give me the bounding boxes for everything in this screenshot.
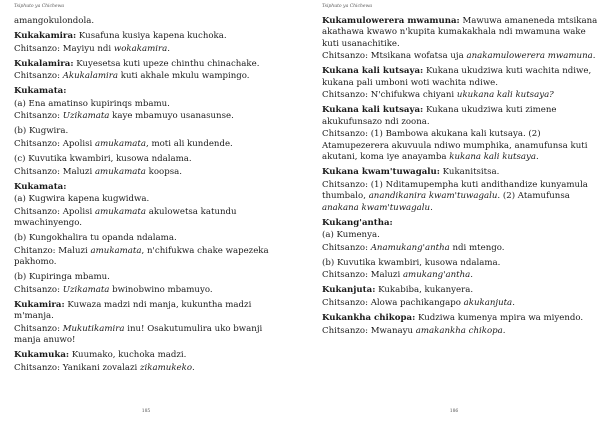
headword: Kukana kali kutsaya: (322, 66, 424, 77)
right-page (308, 0, 600, 424)
text-run: Chitsanzo: Apolisi (14, 206, 95, 217)
example-word: Uzikamata (62, 111, 110, 122)
example-word: amukamata (94, 166, 146, 177)
entry-paragraph (14, 99, 290, 110)
headword: Kukamuka: (14, 350, 70, 361)
text-run: Chitsanzo: Yanikani zovalazi (14, 362, 141, 373)
text-run: (b) Kupiringa mbamu. (14, 272, 110, 283)
example-word: amukamata (94, 138, 146, 149)
entry-paragraph (322, 180, 598, 214)
entry-paragraph (322, 66, 598, 89)
text-run: , moti ali kundende. (145, 138, 233, 149)
text-run: akulowetsa katundu mwachinyengo. (14, 206, 237, 229)
headword: Kukamata: (14, 86, 67, 97)
text-run: Mawuwa amaneneda mtsikana akathawa kwawo n'kupita kumakakhala ndi mwamuna wake kuti usanachitike. (322, 16, 598, 49)
text-run: , n'chifukwa chake wapezeka pakhomo. (14, 245, 269, 268)
example-word: Uzikamata (62, 284, 110, 295)
text-run: . (430, 202, 433, 213)
dictionary-entries (322, 16, 598, 341)
text-run: (a) Ena amatinso kupirinqs mbamu. (14, 98, 170, 109)
text-run: amangokulondola. (14, 16, 95, 26)
entry-paragraph (322, 218, 598, 229)
text-run: Kukana ukudziwa kuti zimene akukufunsazo ndi zoona. (322, 105, 557, 127)
text-run: (a) Kumenya. (322, 230, 380, 241)
entry-paragraph (14, 126, 290, 137)
entry-paragraph (322, 105, 598, 128)
example-word: anakamulowerera mwamuna (466, 51, 593, 62)
entry-paragraph (14, 246, 290, 269)
text-run: Kuyesetsa kuti upeze chinthu chinachake. (73, 58, 260, 69)
text-run: Kudziwa kumenya mpira wa miyendo. (415, 313, 584, 323)
text-run: kuti akhale mkulu wampingo. (118, 71, 250, 82)
text-run: Chitsanzo: Mayiyu ndi (14, 43, 114, 54)
entry-paragraph (322, 51, 598, 62)
entry-paragraph (14, 324, 290, 347)
text-run: Chitanzo: Maluzi (14, 245, 91, 256)
entry-paragraph (14, 86, 290, 97)
entry-paragraph (14, 44, 290, 55)
running-head: Tsiphuto ya Chichewa (14, 4, 65, 9)
text-run: kaye mbamuyo usanasunse. (109, 111, 234, 122)
text-run: Chitsanzo: Apolisi (14, 138, 95, 149)
entry-paragraph (14, 285, 290, 296)
entry-paragraph (322, 230, 598, 241)
headword: Kukamulowerera mwamuna: (322, 16, 460, 26)
entry-paragraph (14, 207, 290, 230)
text-run: Chitsanzo: Maluzi (322, 270, 403, 281)
example-word: akukanjuta (463, 298, 513, 308)
text-run: . (470, 270, 473, 281)
example-word: amukang'antha (402, 270, 471, 281)
example-word: Akukalamira (62, 71, 118, 82)
headword: Kukana kwam'tuwagalu: (322, 167, 440, 178)
text-run: . (536, 152, 539, 163)
page-number: 186 (449, 409, 459, 414)
text-run: Chitsanzo: (14, 111, 63, 122)
text-run: Chitsanzo: (1) Nditamupempha kuti andithandize kunyamula thumbalo, (322, 179, 588, 202)
running-head: Tsiphuto ya Chichewa (322, 4, 373, 9)
text-run: . (192, 362, 195, 373)
text-run: Chitsanzo: Mwanayu (322, 325, 416, 336)
text-run: . (167, 43, 170, 54)
text-run: Chitsanzo: (322, 242, 371, 253)
text-run: Kusafuna kusiya kapena kuchoka. (76, 31, 227, 41)
entry-paragraph (322, 258, 598, 269)
entry-paragraph (14, 59, 290, 70)
headword: Kukanjuta: (322, 285, 376, 296)
text-run: koopsa. (145, 166, 182, 177)
entry-paragraph (322, 16, 598, 50)
text-run: (c) Kuvutika kwambiri, kusowa ndalama. (14, 153, 192, 164)
headword: Kukalamira: (14, 58, 74, 69)
headword: Kukamata: (14, 181, 67, 192)
example-word: ukukana kali kutsaya? (456, 90, 554, 101)
entry-paragraph (322, 167, 598, 178)
headword: Kukamira: (14, 299, 65, 310)
example-word: amukamata (94, 206, 146, 217)
headword: Kukakamira: (14, 31, 77, 41)
text-run: . (502, 325, 506, 336)
example-word: amakankha chikopa (415, 325, 503, 336)
entry-paragraph (322, 90, 598, 101)
text-run: . (2) Atamufunsa (497, 191, 570, 202)
entry-paragraph (14, 194, 290, 205)
entry-paragraph (14, 272, 290, 283)
entry-paragraph (322, 298, 598, 309)
entry-paragraph (14, 233, 290, 244)
entry-paragraph (14, 16, 290, 27)
entry-paragraph (14, 139, 290, 150)
text-run: (b) Kugwira. (14, 126, 69, 137)
headword: Kukana kali kutsaya: (322, 105, 424, 116)
text-run: bwinobwino mbamuyo. (109, 284, 213, 295)
text-run: Chitsanzo: (14, 323, 63, 334)
entry-paragraph (14, 71, 290, 82)
example-word: zikamukeko (140, 362, 192, 373)
text-run: Chitsanzo: Alowa pachikangapo (322, 298, 464, 308)
entry-paragraph (14, 300, 290, 323)
text-run: Kuumako, kuchoka madzi. (69, 350, 187, 361)
entry-paragraph (322, 243, 598, 254)
page-number: 185 (141, 409, 151, 414)
dictionary-entries (14, 16, 290, 378)
text-run: ndi mtengo. (449, 242, 505, 253)
text-run: Kuwaza madzi ndi manja, kukuntha madzi m'manja. (14, 299, 252, 322)
entry-paragraph (322, 313, 598, 324)
entry-paragraph (14, 31, 290, 42)
text-run: . (592, 51, 596, 62)
example-word: kukana kali kutsaya (449, 152, 536, 163)
text-run: Kukana ukudziwa kuti wachita ndiwe, kukana pali umboni woti wachita ndiwe. (322, 66, 592, 88)
headword: Kukang'antha: (322, 217, 393, 228)
text-run: Chitsanzo: Mtsikana wofatsa uja (322, 51, 467, 62)
text-run: Chitsanzo: N'chifukwa chiyani (322, 90, 457, 101)
entry-paragraph (322, 270, 598, 281)
text-run: Chitsanzo: (1) Bambowa akukana kali kutsaya. (2) Atamupezerera akuvuula ndiwo mumphika, anamufunsa kuti akutani, koma iye anayamba (322, 129, 588, 163)
entry-paragraph (322, 285, 598, 296)
example-word: amukamata (90, 245, 142, 256)
example-word: anandikanira kwam'tuwagalu (368, 191, 498, 202)
text-run: . (512, 298, 515, 308)
headword: Kukankha chikopa: (322, 313, 416, 323)
text-run: Kukabiba, kukanyera. (375, 285, 474, 296)
text-run: Chitsanzo: Maluzi (14, 166, 95, 177)
example-word: anakana kwam'tuwagalu (322, 202, 431, 213)
entry-paragraph (14, 111, 290, 122)
text-run: (b) Kungokhalira tu opanda ndalama. (14, 233, 177, 244)
entry-paragraph (322, 326, 598, 337)
entry-paragraph (14, 182, 290, 193)
entry-paragraph (14, 363, 290, 374)
text-run: (a) Kugwira kapena kugwidwa. (14, 194, 150, 205)
entry-paragraph (14, 167, 290, 178)
entry-paragraph (14, 154, 290, 165)
text-run: Chitsanzo: (14, 284, 63, 295)
text-run: Chitsanzo: (14, 71, 63, 82)
example-word: Mukutikamira (62, 323, 125, 334)
example-word: wokakamira (113, 43, 168, 54)
entry-paragraph (14, 350, 290, 361)
text-run: inu! Osakutumulira uko bwanji manja anuwo! (14, 323, 263, 346)
text-run: (b) Kuvutika kwambiri, kusowa ndalama. (322, 257, 501, 268)
text-run: Kukanitsitsa. (439, 167, 500, 178)
left-page (0, 0, 292, 424)
entry-paragraph (322, 129, 598, 163)
example-word: Anamukang'antha (370, 242, 450, 253)
